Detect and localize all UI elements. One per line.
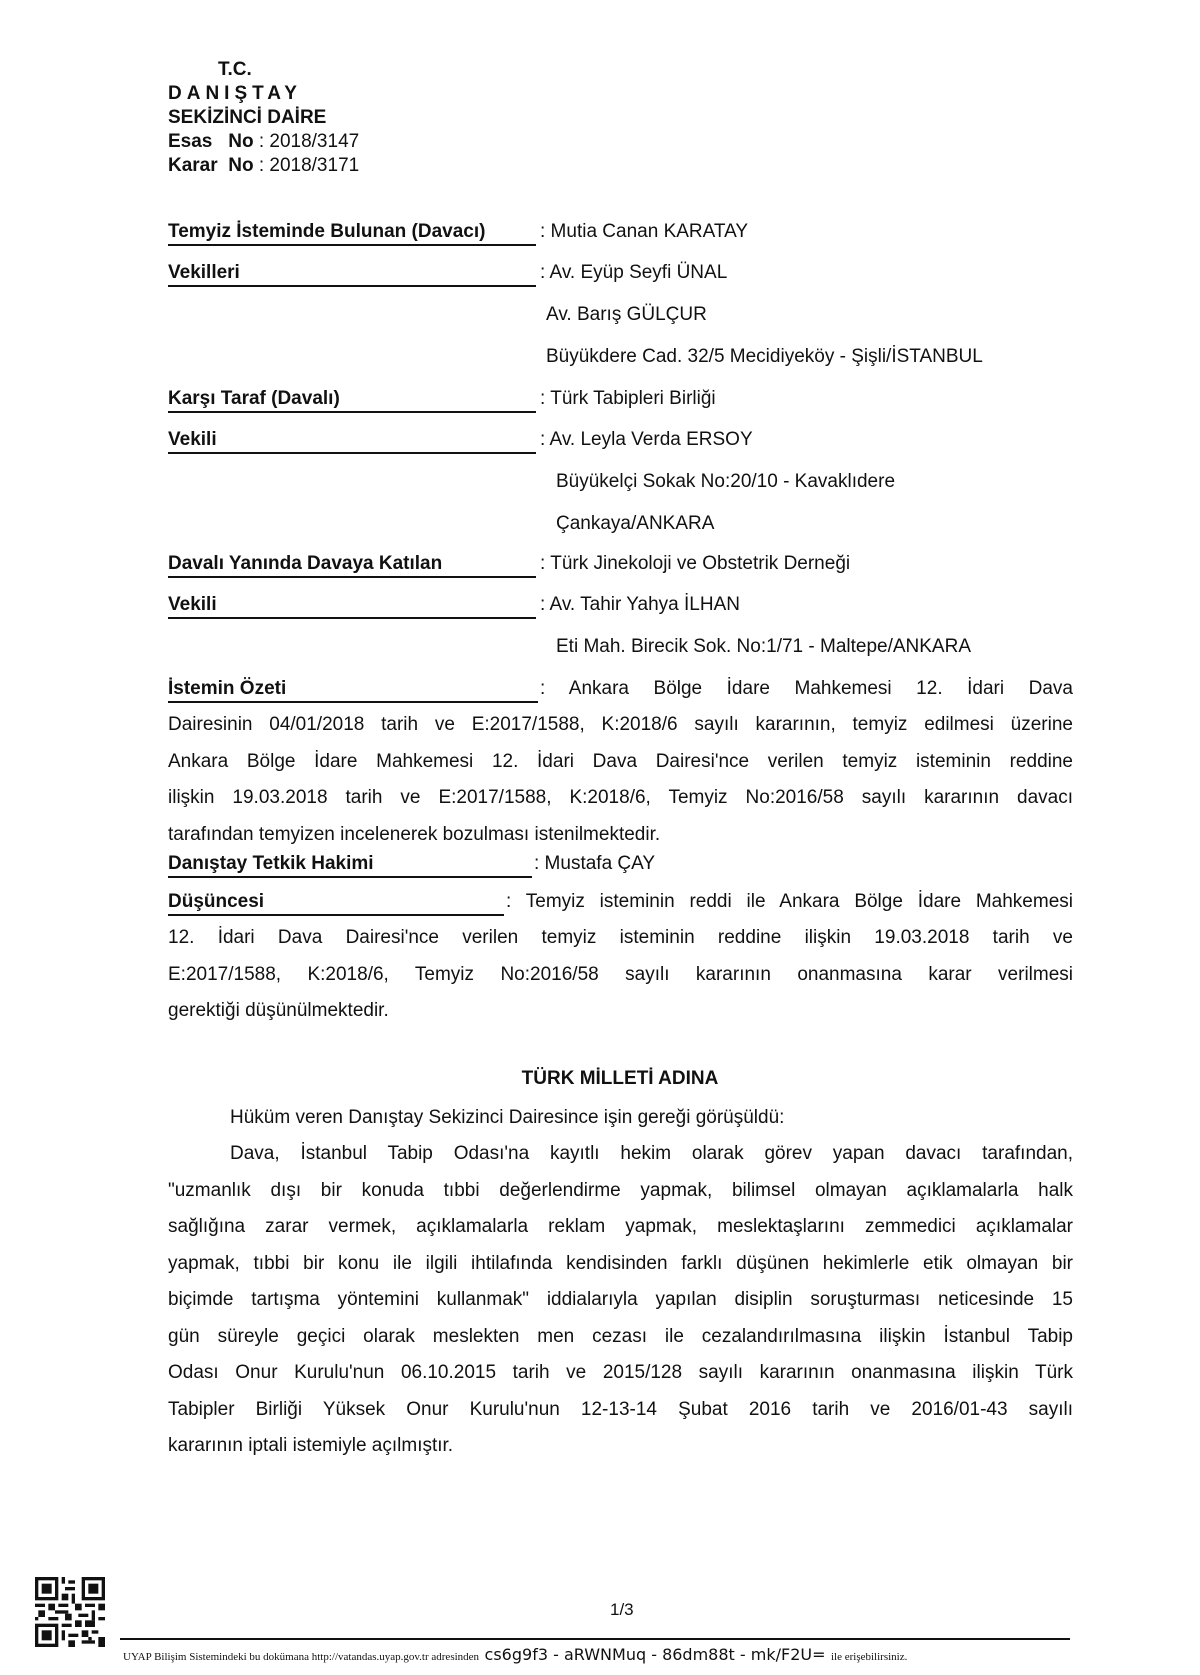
istemin-ozeti-label: İstemin Özeti [168,678,538,703]
party-address: Çankaya/ANKARA [556,513,715,534]
party-value: : Av. Leyla Verda ERSOY [540,429,753,450]
karar-label: Karar [168,155,218,176]
party-label: Vekili [168,429,536,454]
party-label: Karşı Taraf (Davalı) [168,388,536,413]
esas-label: Esas [168,131,213,152]
dusuncesi-body [168,920,1073,1030]
no-label: No [228,155,254,176]
text-line: Dairesinin 04/01/2018 tarih ve E:2017/1588, K:2018/6 sayılı kararının, temyiz edilmesi üzerine [168,714,1073,735]
decision-intro: Hüküm veren Danıştay Sekizinci Dairesince işin gereği görüşüldü: [230,1107,785,1128]
text-line: 12. İdari Dava Dairesi'nce verilen temyiz isteminin reddine ilişkin 19.03.2018 tarih ve [168,927,1073,948]
text-line: kararının iptali istemiyle açılmıştır. [168,1435,454,1456]
text-line: gün süreyle geçici olarak meslekten men cezası ile cezalandırılmasına ilişkin İstanbul Tabip [168,1325,1073,1347]
istemin-ozeti-body [168,707,1073,853]
header-tc: T.C. [218,59,252,80]
party-value: : Mutia Canan KARATAY [540,221,749,242]
karar-number [168,154,359,178]
party-label: Temyiz İsteminde Bulunan (Davacı) [168,221,536,246]
party-label: Davalı Yanında Davaya Katılan [168,553,536,578]
footer-notice-suffix: ile erişebilirsiniz. [830,1651,908,1663]
party-address: Büyükdere Cad. 32/5 Mecidiyeköy - Şişli/İSTANBUL [546,346,983,367]
tetkik-hakimi-value: : Mustafa ÇAY [534,853,656,874]
party-label: Vekili [168,594,536,619]
text-line: Ankara Bölge İdare Mahkemesi 12. İdari Dava Dairesi'nce verilen temyiz isteminin reddine [168,750,1073,772]
text-line: biçimde tartışma yöntemini kullanmak" iddialarıyla yapılan disiplin soruşturması neticesinde 15 [168,1289,1073,1310]
dusuncesi-first-line [506,891,1073,913]
text-line: Odası Onur Kurulu'nun 06.10.2015 tarih ve 2015/128 sayılı kararının onanmasına ilişkin Türk [168,1362,1073,1383]
page-number: 1/3 [610,1600,634,1619]
karar-value: : 2018/3171 [258,155,360,176]
text-line: : Temyiz isteminin reddi ile Ankara Bölge İdare Mahkemesi [506,891,1073,912]
text-line: gerektiği düşünülmektedir. [168,1000,389,1021]
no-label: No [228,131,254,152]
party-address: Büyükelçi Sokak No:20/10 - Kavaklıdere [556,471,896,492]
dusuncesi-label: Düşüncesi [168,891,504,916]
text-line: : Ankara Bölge İdare Mahkemesi 12. İdari Dava [540,678,1073,699]
footer-divider [120,1638,1070,1640]
header-chamber: SEKİZİNCİ DAİRE [168,107,327,128]
party-extra: Av. Barış GÜLÇUR [546,304,707,325]
header-court: DANIŞTAY [168,83,302,104]
text-line: ilişkin 19.03.2018 tarih ve E:2017/1588, K:2018/6, Temyiz No:2016/58 sayılı kararının davacı [168,787,1073,808]
esas-value: : 2018/3147 [258,131,360,152]
decision-body [168,1136,1073,1465]
istemin-ozeti-first-line [540,678,1073,700]
party-label: Vekilleri [168,262,536,287]
text-line: "uzmanlık dışı bir konuda tıbbi değerlendirme yapmak, bilimsel olmayan açıklamalarla halk [168,1179,1073,1201]
party-value: : Av. Tahir Yahya İLHAN [540,594,740,615]
verification-code: cs6g9f3 - aRWNMuq - 86dm88t - mk/F2U= [484,1645,826,1664]
qr-code-icon [35,1577,105,1647]
text-line: Tabipler Birliği Yüksek Onur Kurulu'nun 12-13-14 Şubat 2016 tarih ve 2016/01-43 sayılı [168,1398,1073,1420]
text-line: tarafından temyizen incelenerek bozulması istenilmektedir. [168,823,661,845]
footer-notice [123,1645,907,1664]
text-line: sağlığına zarar vermek, açıklamalarla reklam yapmak, meslektaşlarını zemmedici açıklamalar [168,1216,1073,1237]
footer-notice-prefix: UYAP Bilişim Sistemindeki bu dokümana http://vatandas.uyap.gov.tr adresinden [123,1651,480,1663]
text-line: E:2017/1588, K:2018/6, Temyiz No:2016/58 sayılı kararının onanmasına karar verilmesi [168,963,1073,985]
party-value: : Av. Eyüp Seyfi ÜNAL [540,262,728,283]
text-line: yapmak, tıbbi bir konu ile ilgili ihtilafında kendisinden farklı düşünen hekimlerle etik olmayan bir [168,1252,1073,1274]
party-address: Eti Mah. Birecik Sok. No:1/71 - Maltepe/ANKARA [556,636,971,657]
text-line: Dava, İstanbul Tabip Odası'na kayıtlı hekim olarak görev yapan davacı tarafından, [230,1143,1073,1164]
party-value: : Türk Jinekoloji ve Obstetrik Derneği [540,553,851,574]
party-value: : Türk Tabipleri Birliği [540,388,716,409]
tetkik-hakimi-label: Danıştay Tetkik Hakimi [168,853,532,878]
esas-number [168,130,359,154]
decision-title: TÜRK MİLLETİ ADINA [521,1068,719,1089]
